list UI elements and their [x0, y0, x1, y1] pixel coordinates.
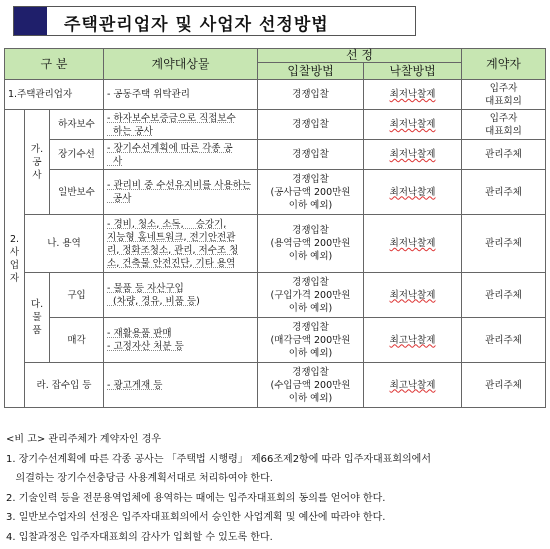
row-category: 나. 용역	[25, 215, 104, 273]
row-contractor: 관리주체	[462, 215, 546, 273]
row-bid-method: 경쟁입찰 (구입가격 200만원 이하 예외)	[258, 273, 364, 318]
table-row	[5, 140, 546, 170]
row-category: 구입	[50, 273, 104, 318]
row-contractor: 관리주체	[462, 170, 546, 215]
row-bid-method: 경쟁입찰 (용역금액 200만원 이하 예외)	[258, 215, 364, 273]
row-contractor: 관리주체	[462, 363, 546, 408]
row-bid-method: 경쟁입찰	[258, 110, 364, 140]
table-row	[5, 363, 546, 408]
row-award-method: 최저낙찰제	[364, 170, 462, 215]
table-row	[5, 215, 546, 273]
group-label-construction: 가. 공사	[25, 110, 50, 215]
note-item-3: 3. 일반보수업자의 선정은 입주자대표회의에서 승인한 사업계획 및 예산에 따라야 한다.	[6, 512, 386, 523]
note-item-4: 4. 입찰과정은 입주자대표회의 감사가 입회할 수 있도록 한다.	[6, 531, 273, 543]
row-category: 장기수선	[50, 140, 104, 170]
header-award-method: 낙찰방법	[364, 63, 462, 80]
row-target: - 재활용품 판매 - 고정자산 처분 등	[104, 318, 258, 363]
row-contractor: 관리주체	[462, 318, 546, 363]
row-award-method: 최저낙찰제	[364, 215, 462, 273]
row-bid-method: 경쟁입찰	[258, 80, 364, 110]
notes-section	[6, 430, 546, 547]
group-label-business-operators: 2. 사 업 자	[5, 110, 25, 408]
note-item-1: 1. 장기수선계획에 따른 각종 공사는 「주택법 시행령」 제66조제2항에 따라 입주자대표회의에서	[6, 453, 431, 465]
note-item-2: 2. 기술인력 등을 전문용역업체에 용역하는 때에는 입주자대표회의 동의를 얻어야 한다.	[6, 492, 386, 504]
row-award-method: 최저낙찰제	[364, 110, 462, 140]
title-bar	[13, 6, 416, 36]
table-row	[5, 170, 546, 215]
header-contractor: 계약자	[462, 49, 546, 80]
row-bid-method: 경쟁입찰 (매각금액 200만원 이하 예외)	[258, 318, 364, 363]
header-bid-method: 입찰방법	[258, 63, 364, 80]
page-title: 주택관리업자 및 사업자 선정방법	[64, 15, 329, 35]
row-target: - 물품 등 자산구입 (차량, 경유, 비품 등)	[104, 273, 258, 318]
row-bid-method: 경쟁입찰 (수입금액 200만원 이하 예외)	[258, 363, 364, 408]
row-award-method: 최고낙찰제	[364, 318, 462, 363]
header-selection: 선 정	[258, 49, 462, 63]
row-category: 1.주택관리업자	[5, 80, 104, 110]
row-category: 하자보수	[50, 110, 104, 140]
row-target: - 장기수선계획에 따른 각종 공 사	[104, 140, 258, 170]
table-row	[5, 80, 546, 110]
table-row	[5, 110, 546, 140]
row-target: - 하자보수보증금으로 직접보수 하는 공사	[104, 110, 258, 140]
header-target: 계약대상물	[104, 49, 258, 80]
row-category: 일반보수	[50, 170, 104, 215]
row-bid-method: 경쟁입찰	[258, 140, 364, 170]
notes-heading: <비 고> 관리주체가 계약자인 경우	[6, 434, 162, 445]
row-bid-method: 경쟁입찰 (공사금액 200만원 이하 예외)	[258, 170, 364, 215]
table-row	[5, 273, 546, 318]
title-marker-block	[14, 7, 47, 35]
row-contractor: 관리주체	[462, 140, 546, 170]
header-category: 구 분	[5, 49, 104, 80]
selection-method-table	[4, 48, 546, 408]
group-label-goods: 다. 물품	[25, 273, 50, 363]
row-award-method: 최저낙찰제	[364, 140, 462, 170]
note-item-1-continued: 의결하는 장기수선충당금 사용계획서대로 처리하여야 한다.	[6, 473, 273, 484]
row-award-method: 최고낙찰제	[364, 363, 462, 408]
row-contractor: 입주자 대표회의	[462, 80, 546, 110]
row-contractor: 관리주체	[462, 273, 546, 318]
row-contractor: 입주자 대표회의	[462, 110, 546, 140]
row-target: - 관리비 중 수선유지비를 사용하는 공사	[104, 170, 258, 215]
row-category: 매각	[50, 318, 104, 363]
row-target: - 경비, 청소, 소독, 승강기, 지능형 홈네트워크, 전기안전관 리, 정화조청소, 관리, 저수조 청 소, 건축물 안전진단, 기타 용역	[104, 215, 258, 273]
row-award-method: 최저낙찰제	[364, 273, 462, 318]
row-target: - 광고게재 등	[104, 363, 258, 408]
table-row	[5, 318, 546, 363]
row-category: 라. 잡수입 등	[25, 363, 104, 408]
row-target: - 공동주택 위탁관리	[104, 80, 258, 110]
row-award-method: 최저낙찰제	[364, 80, 462, 110]
